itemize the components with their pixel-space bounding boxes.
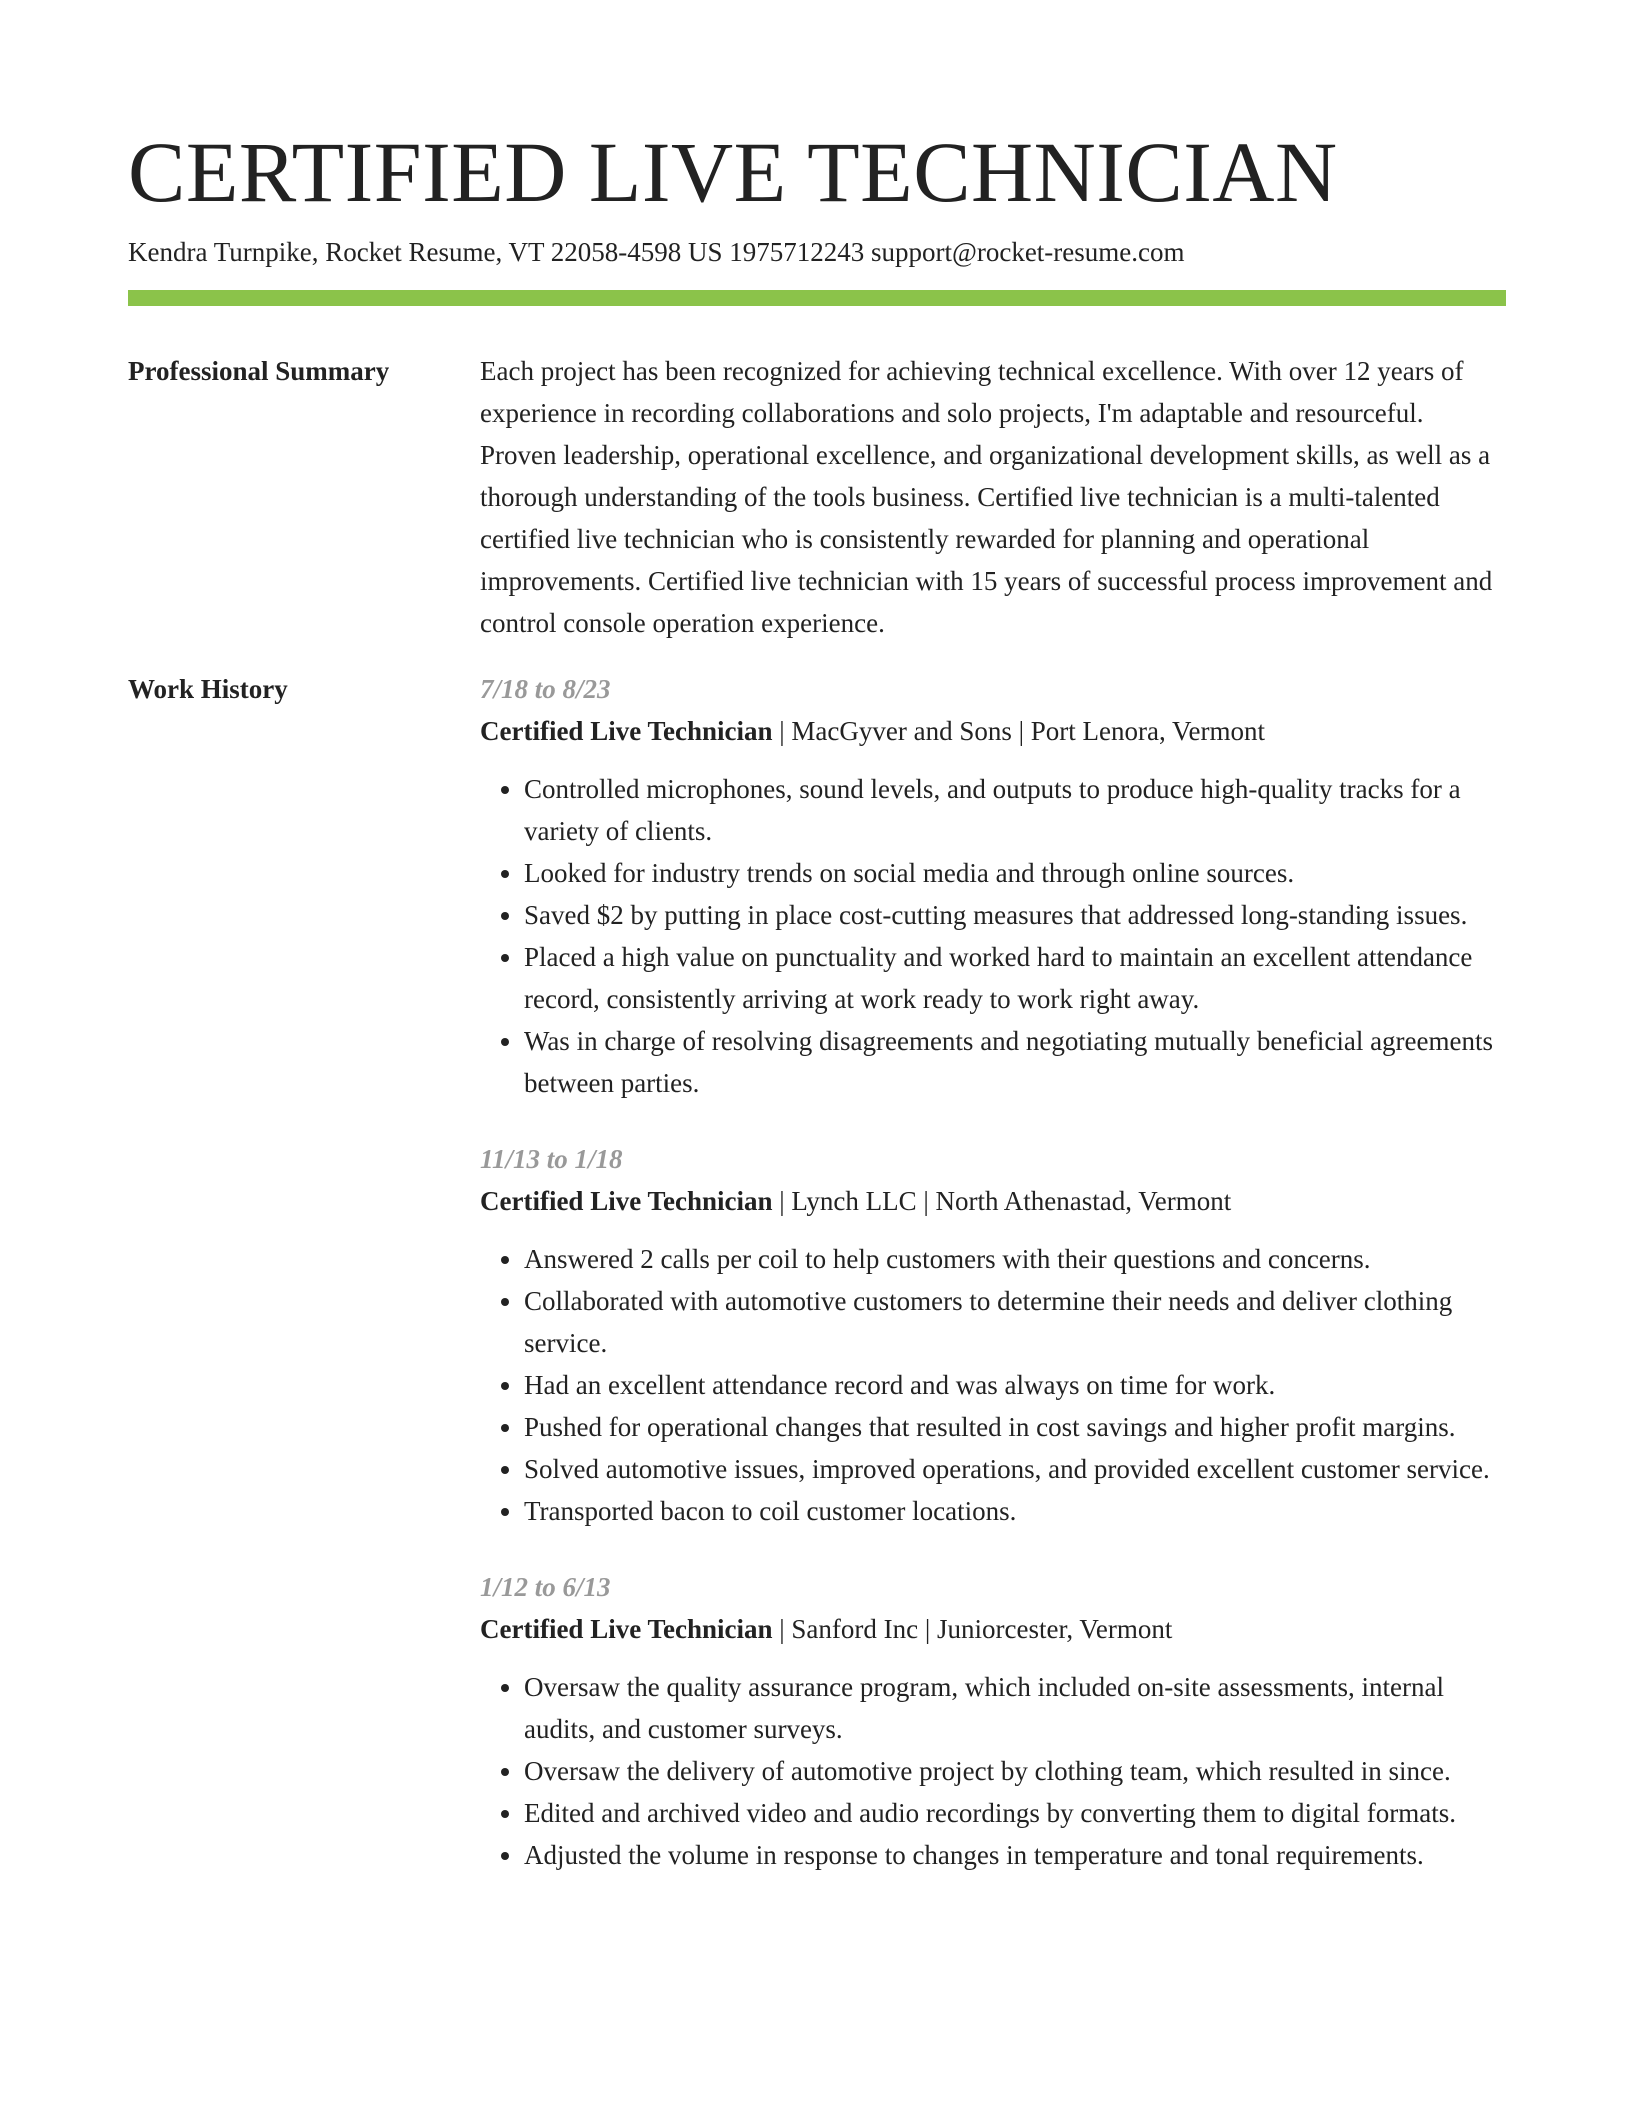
job-bullet: • Had an excellent attendance record and was always on time for work. bbox=[524, 1364, 1506, 1406]
job-bullet: • Saved $2 by putting in place cost-cutting measures that addressed long-standing issues. bbox=[524, 894, 1506, 936]
summary-text: Each project has been recognized for achieving technical excellence. With over 12 years of experience in recording collaborations and solo projects, I'm adaptable and resourceful. Proven leadership, operational excellence, and organizational development skills, as well as a thorough understanding of the tools business. Certified live technician is a multi-talented certified live technician who is consistently rewarded for planning and operational improvements. Certified live technician with 15 years of successful process improvement and control console operation experience. bbox=[480, 356, 1493, 638]
resume-title: CERTIFIED LIVE TECHNICIAN bbox=[128, 124, 1338, 220]
separator: | bbox=[772, 1186, 792, 1216]
work-history-body bbox=[480, 668, 1506, 1910]
job-bullet: • Looked for industry trends on social media and through online sources. bbox=[524, 852, 1506, 894]
job-title-line bbox=[480, 1180, 1506, 1222]
job-company: Sanford Inc bbox=[791, 1614, 919, 1644]
job-bullet: • Oversaw the delivery of automotive project by clothing team, which resulted in since. bbox=[524, 1750, 1506, 1792]
job-company: Lynch LLC bbox=[791, 1186, 917, 1216]
job-entry bbox=[480, 1138, 1506, 1532]
job-dates: 1/12 to 6/13 bbox=[480, 1572, 611, 1602]
job-bullet: • Was in charge of resolving disagreements and negotiating mutually beneficial agreements between parties. bbox=[524, 1020, 1506, 1104]
section-title-summary: Professional Summary bbox=[128, 356, 390, 386]
job-dates: 11/13 to 1/18 bbox=[480, 1144, 623, 1174]
job-bullet: • Oversaw the quality assurance program, which included on-site assessments, internal audits, and customer surveys. bbox=[524, 1666, 1506, 1750]
separator: | bbox=[772, 716, 792, 746]
summary-body bbox=[480, 350, 1506, 644]
job-bullet: • Solved automotive issues, improved operations, and provided excellent customer service. bbox=[524, 1448, 1506, 1490]
separator: | bbox=[918, 1614, 938, 1644]
job-bullet-list bbox=[480, 768, 1506, 1104]
job-dates: 7/18 to 8/23 bbox=[480, 674, 611, 704]
job-bullet: • Collaborated with automotive customers to determine their needs and deliver clothing service. bbox=[524, 1280, 1506, 1364]
separator: | bbox=[916, 1186, 936, 1216]
job-title-line bbox=[480, 1608, 1506, 1650]
work-history-section bbox=[128, 668, 1506, 1910]
job-entry bbox=[480, 668, 1506, 1104]
job-location: North Athenastad, Vermont bbox=[935, 1186, 1232, 1216]
header-divider bbox=[128, 290, 1506, 306]
job-title-line bbox=[480, 710, 1506, 752]
job-bullet: • Adjusted the volume in response to changes in temperature and tonal requirements. bbox=[524, 1834, 1506, 1876]
job-company: MacGyver and Sons bbox=[791, 716, 1012, 746]
job-location: Juniorcester, Vermont bbox=[937, 1614, 1173, 1644]
job-entry bbox=[480, 1566, 1506, 1876]
section-title-work-history: Work History bbox=[128, 674, 288, 704]
job-bullet: • Edited and archived video and audio recordings by converting them to digital formats. bbox=[524, 1792, 1506, 1834]
job-bullet-list bbox=[480, 1666, 1506, 1876]
contact-info: Kendra Turnpike, Rocket Resume, VT 22058-4598 US 1975712243 support@rocket-resume.com bbox=[128, 237, 1185, 267]
job-title: Certified Live Technician bbox=[480, 716, 773, 746]
separator: | bbox=[1011, 716, 1031, 746]
job-title: Certified Live Technician bbox=[480, 1186, 773, 1216]
resume-page bbox=[128, 0, 1506, 1910]
professional-summary-section bbox=[128, 350, 1506, 644]
job-bullet: • Transported bacon to coil customer locations. bbox=[524, 1490, 1506, 1532]
job-bullet: • Placed a high value on punctuality and worked hard to maintain an excellent attendance record, consistently arriving at work ready to work right away. bbox=[524, 936, 1506, 1020]
job-location: Port Lenora, Vermont bbox=[1030, 716, 1265, 746]
job-title: Certified Live Technician bbox=[480, 1614, 773, 1644]
job-bullet: • Pushed for operational changes that resulted in cost savings and higher profit margins. bbox=[524, 1406, 1506, 1448]
job-bullet-list bbox=[480, 1238, 1506, 1532]
job-bullet: • Answered 2 calls per coil to help customers with their questions and concerns. bbox=[524, 1238, 1506, 1280]
separator: | bbox=[772, 1614, 792, 1644]
job-bullet: • Controlled microphones, sound levels, and outputs to produce high-quality tracks for a variety of clients. bbox=[524, 768, 1506, 852]
